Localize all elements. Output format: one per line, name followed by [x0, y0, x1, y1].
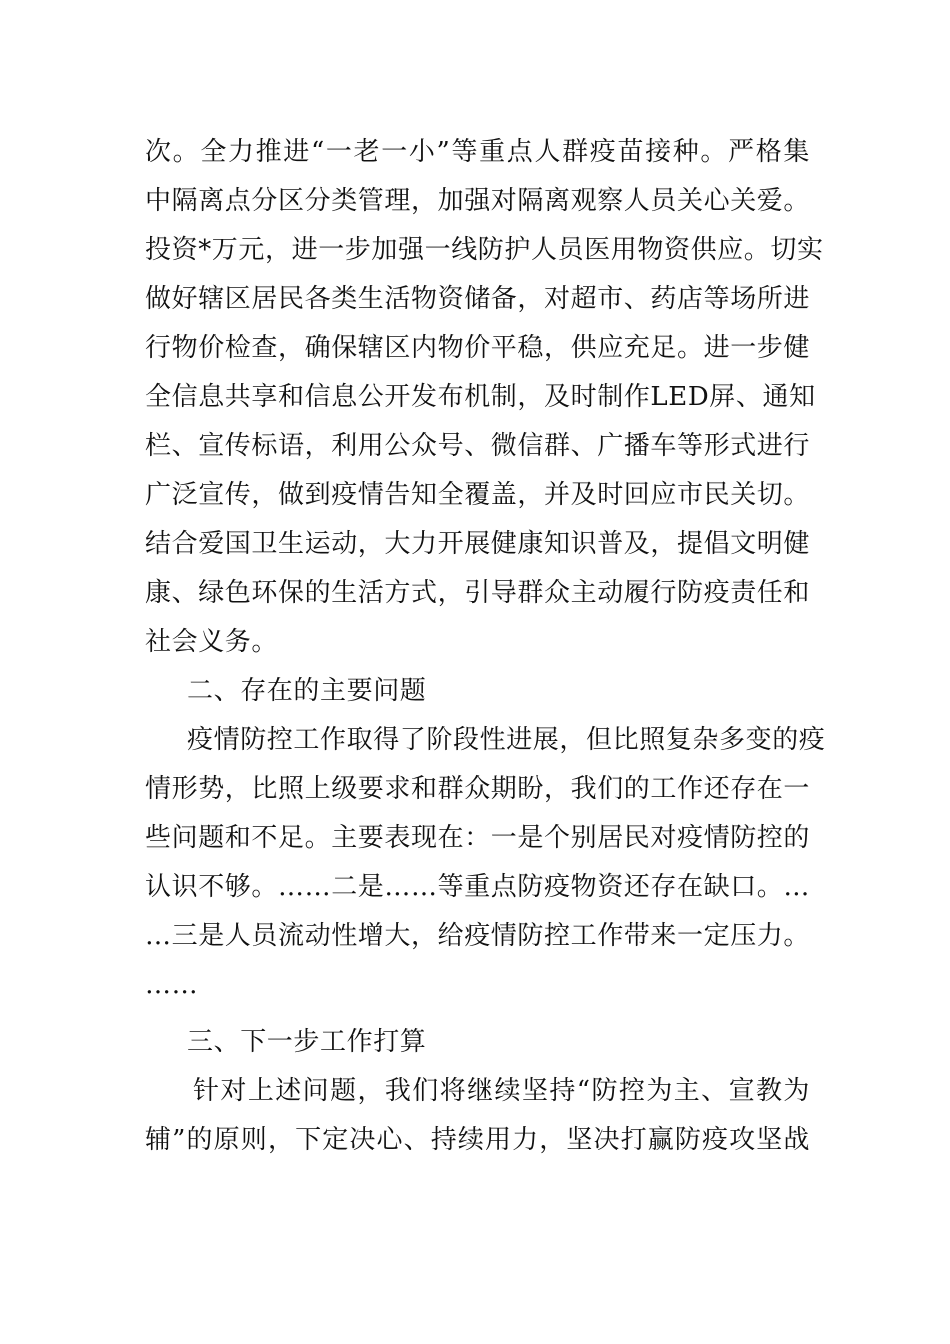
paragraph-1-line-4: 做好辖区居民各类生活物资储备，对超市、药店等场所进 — [145, 284, 811, 314]
paragraph-2-line-4: 认识不够。……二是……等重点防疫物资还存在缺口。… — [145, 872, 811, 902]
paragraph-2-line-3: 些问题和不足。主要表现在：一是个别居民对疫情防控的 — [145, 823, 811, 853]
paragraph-1-line-9: 结合爱国卫生运动，大力开展健康知识普及，提倡文明健 — [145, 529, 811, 559]
paragraph-1-line-6: 全信息共享和信息公开发布机制，及时制作LED屏、通知 — [145, 382, 816, 412]
paragraph-2-line-2: 情形势，比照上级要求和群众期盼，我们的工作还存在一 — [145, 774, 811, 804]
paragraph-1-line-1: 次。全力推进“一老一小”等重点人群疫苗接种。严格集 — [145, 137, 810, 167]
paragraph-1-line-10: 康、绿色环保的生活方式，引导群众主动履行防疫责任和 — [145, 578, 811, 608]
document-body — [145, 128, 826, 1165]
paragraph-3-line-1: 针对上述问题，我们将继续坚持“防控为主、宣教为 — [193, 1076, 810, 1106]
paragraph-1-line-11: 社会义务。 — [145, 627, 279, 657]
paragraph-2-line-5: …三是人员流动性增大，给疫情防控工作带来一定压力。 — [145, 921, 811, 951]
paragraph-1-line-2: 中隔离点分区分类管理，加强对隔离观察人员关心关爱。 — [145, 186, 811, 216]
paragraph-2-line-6: …… — [145, 970, 199, 1000]
paragraph-1-line-8: 广泛宣传，做到疫情告知全覆盖，并及时回应市民关切。 — [145, 480, 811, 510]
paragraph-1-line-5: 行物价检查，确保辖区内物价平稳，供应充足。进一步健 — [145, 333, 811, 363]
section-heading-problems: 二、存在的主要问题 — [187, 676, 427, 706]
paragraph-3-line-2: 辅”的原则，下定决心、持续用力，坚决打赢防疫攻坚战 — [145, 1125, 810, 1155]
paragraph-1-line-7: 栏、宣传标语，利用公众号、微信群、广播车等形式进行 — [145, 431, 811, 461]
paragraph-2-line-1: 疫情防控工作取得了阶段性进展，但比照复杂多变的疫 — [187, 725, 826, 755]
section-heading-next-steps: 三、下一步工作打算 — [187, 1027, 427, 1057]
paragraph-1-line-3: 投资*万元，进一步加强一线防护人员医用物资供应。切实 — [145, 235, 824, 265]
section-spacer — [145, 1010, 810, 1018]
